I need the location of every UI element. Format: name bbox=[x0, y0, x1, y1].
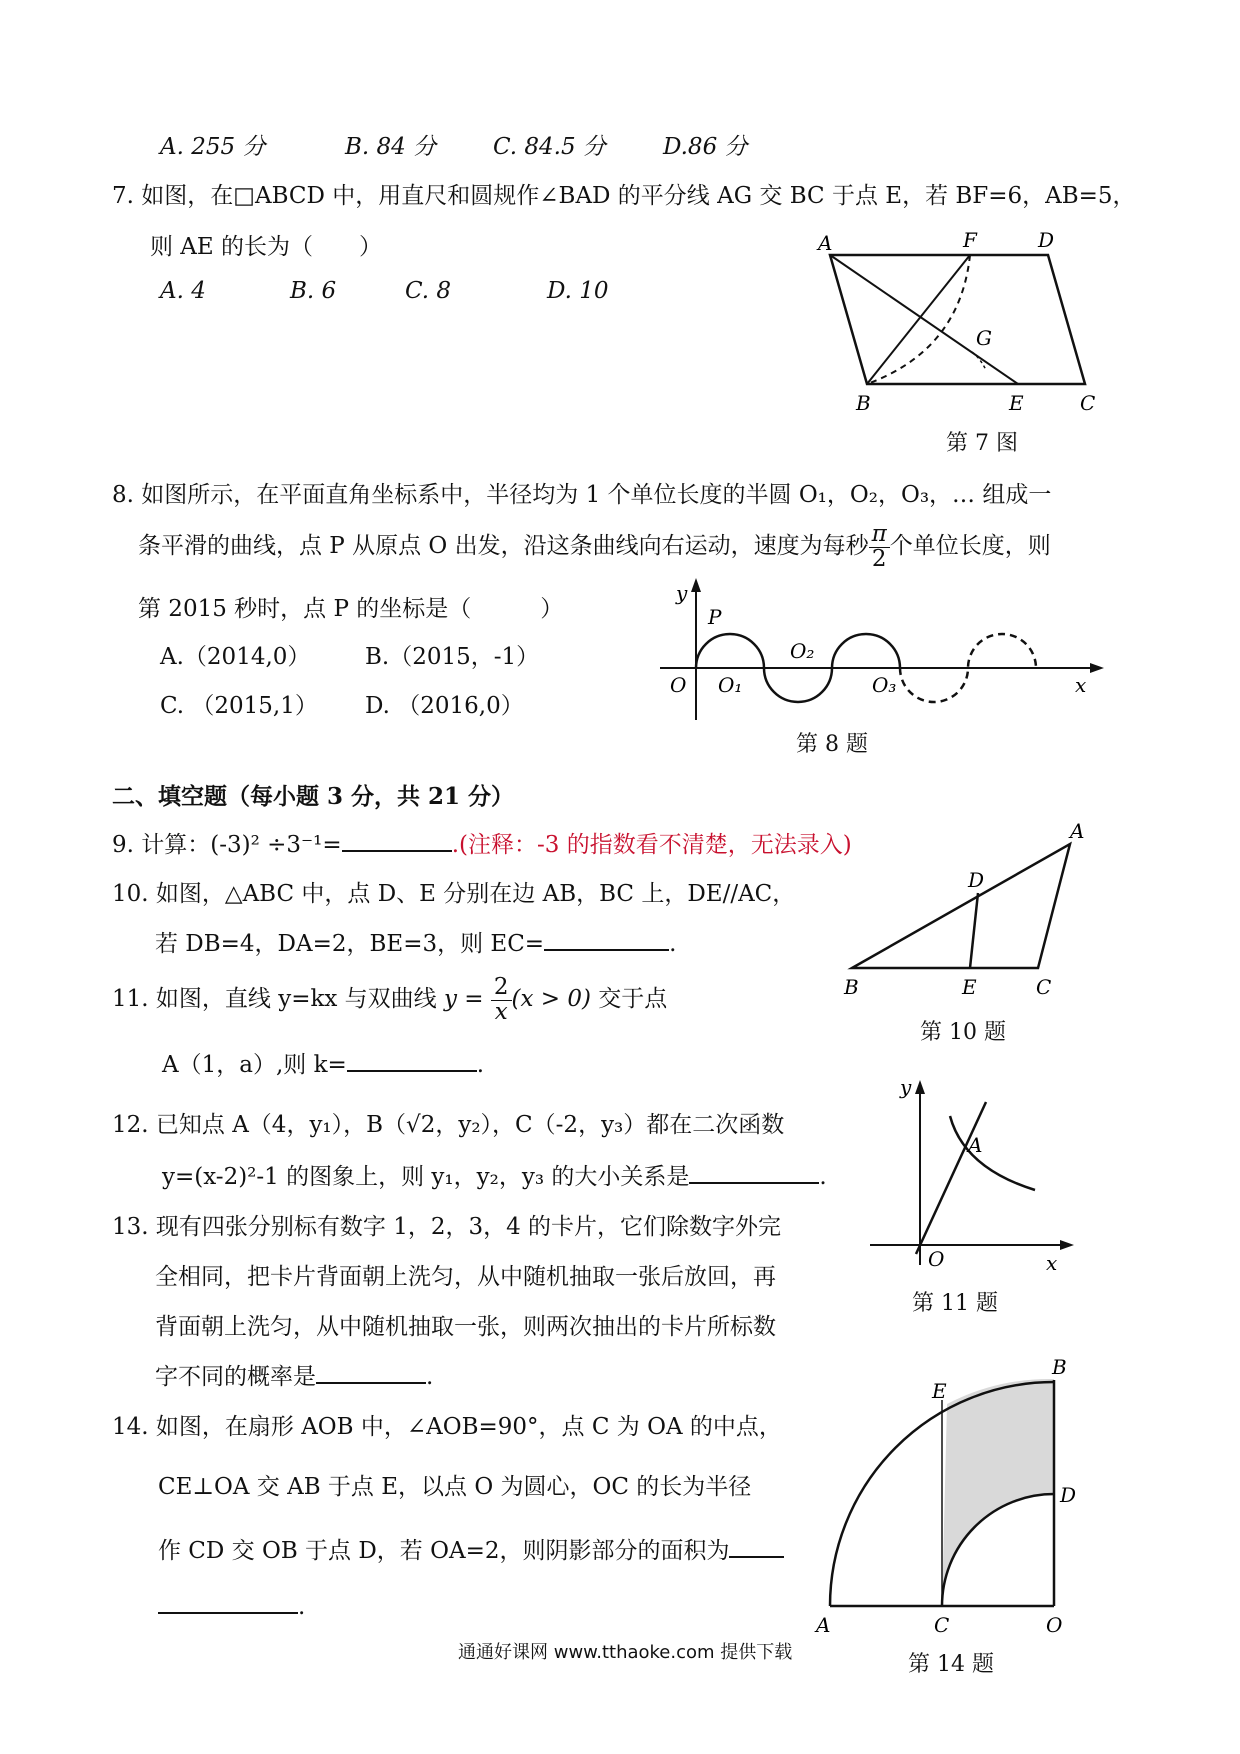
q14-text-line1: 14. 如图，在扇形 AOB 中，∠AOB=90°，点 C 为 OA 的中点， bbox=[112, 1414, 782, 1440]
q8-label-o3: O₃ bbox=[872, 673, 897, 697]
q11-fraction-denominator: x bbox=[494, 999, 508, 1025]
q8-label-o2: O₂ bbox=[790, 639, 815, 663]
q12-text-line1: 12. 已知点 A（4，y₁），B（√2，y₂），C（-2，y₃）都在二次函数 bbox=[112, 1112, 785, 1138]
q8-label-origin: O bbox=[670, 673, 687, 697]
q11-axis-y-label: y bbox=[900, 1075, 912, 1099]
q11-equation-lhs: y = bbox=[444, 986, 484, 1012]
q8-option-c: C. （2015,1） bbox=[160, 693, 318, 719]
q7-label-e: E bbox=[1009, 391, 1024, 415]
q11-text-line2-content: A（1，a）,则 k= bbox=[162, 1052, 347, 1078]
q14-text-line4: . bbox=[158, 1590, 305, 1620]
q13-text-line4-content: 字不同的概率是 bbox=[155, 1364, 316, 1390]
q8-option-b: B.（2015，-1） bbox=[365, 644, 540, 670]
q8-text-line2-start: 条平滑的曲线，点 P 从原点 O 出发，沿这条曲线向右运动，速度为每秒 bbox=[138, 533, 869, 559]
section-fill-in-title: 二、填空题（每小题 3 分，共 21 分） bbox=[112, 783, 515, 810]
q10-label-e: E bbox=[962, 975, 977, 999]
q14-text-line3 bbox=[158, 1532, 784, 1565]
q11-domain-condition: (x > 0) bbox=[511, 986, 591, 1012]
footer-source: 通通好课网 www.tthaoke.com 提供下载 bbox=[458, 1642, 793, 1663]
q14-label-a: A bbox=[816, 1613, 831, 1637]
q8-label-p: P bbox=[708, 605, 722, 629]
q11-text-line2: A（1，a）,则 k= . bbox=[162, 1046, 484, 1079]
q8-figure-caption: 第 8 题 bbox=[796, 732, 868, 757]
q7-label-c: C bbox=[1080, 391, 1096, 415]
q10-label-b: B bbox=[844, 975, 859, 999]
q8-option-a: A.（2014,0） bbox=[160, 644, 311, 670]
q7-label-a: A bbox=[818, 231, 833, 255]
q8-text-line2-end: 个单位长度，则 bbox=[889, 533, 1051, 559]
q7-option-c: C. 8 bbox=[405, 278, 452, 304]
q7-option-a: A. 4 bbox=[160, 278, 206, 304]
q9-expression: 9. 计算：(-3)² ÷3⁻¹= bbox=[112, 832, 342, 858]
q14-label-e: E bbox=[932, 1379, 947, 1403]
q10-label-c: C bbox=[1036, 975, 1052, 999]
q11-answer-blank[interactable] bbox=[347, 1048, 477, 1072]
q11-fraction-numerator: 2 bbox=[491, 976, 512, 1001]
q8-label-o1: O₁ bbox=[718, 673, 743, 697]
q13-text-line4: 字不同的概率是 . bbox=[155, 1358, 433, 1391]
q10-label-d: D bbox=[968, 868, 985, 892]
q9-answer-blank[interactable] bbox=[342, 828, 452, 852]
q10-text-line2: 若 DB=4，DA=2，BE=3，则 EC= . bbox=[155, 925, 676, 958]
q7-label-f: F bbox=[963, 228, 977, 252]
q11-text-line1-start: 11. 如图，直线 y=kx 与双曲线 bbox=[112, 986, 437, 1012]
q7-label-b: B bbox=[856, 391, 871, 415]
q8-text-line3: 第 2015 秒时，点 P 的坐标是（ ） bbox=[138, 596, 564, 622]
q14-figure-caption: 第 14 题 bbox=[908, 1652, 994, 1677]
q12-text-line2: y=(x-2)²-1 的图象上，则 y₁，y₂，y₃ 的大小关系是 . bbox=[162, 1158, 827, 1191]
q7-figure-caption: 第 7 图 bbox=[946, 431, 1018, 456]
q14-label-d: D bbox=[1060, 1483, 1077, 1507]
q14-answer-blank-part1[interactable] bbox=[729, 1534, 784, 1558]
q7-text-line2: 则 AE 的长为（ ） bbox=[150, 234, 383, 260]
q10-text-line2-content: 若 DB=4，DA=2，BE=3，则 EC= bbox=[155, 931, 545, 957]
q8-fraction-denominator: 2 bbox=[871, 546, 887, 572]
q7-text-line1: 7. 如图，在□ABCD 中，用直尺和圆规作∠BAD 的平分线 AG 交 BC 于点 E，若 BF=6，AB=5， bbox=[112, 183, 1136, 209]
q10-answer-blank[interactable] bbox=[544, 927, 669, 951]
q10-triangle-figure bbox=[830, 820, 1090, 1000]
q12-answer-blank[interactable] bbox=[689, 1160, 819, 1184]
q8-text-line1: 8. 如图所示，在平面直角坐标系中，半径均为 1 个单位长度的半圆 O₁，O₂，O₃，… 组成一 bbox=[112, 482, 1052, 508]
q11-figure-caption: 第 11 题 bbox=[912, 1291, 998, 1316]
q7-option-b: B. 6 bbox=[290, 278, 337, 304]
q10-label-a: A bbox=[1070, 819, 1085, 843]
q11-text-line1-end: 交于点 bbox=[598, 986, 668, 1012]
q7-label-d: D bbox=[1038, 228, 1055, 252]
q8-speed-fraction bbox=[869, 523, 890, 571]
q11-text-line1 bbox=[112, 976, 667, 1024]
q14-text-line3-content: 作 CD 交 OB 于点 D，若 OA=2，则阴影部分的面积为 bbox=[158, 1538, 730, 1564]
q14-label-b: B bbox=[1052, 1355, 1067, 1379]
q6-option-d: D.86 分 bbox=[663, 134, 748, 160]
q11-hyperbola-fraction bbox=[491, 976, 512, 1024]
q8-axis-x-label: x bbox=[1075, 673, 1087, 697]
q7-label-g: G bbox=[976, 326, 992, 350]
q14-label-c: C bbox=[934, 1613, 950, 1637]
q11-label-a: A bbox=[968, 1133, 983, 1157]
q9-note: .(注释：-3 的指数看不清楚，无法录入) bbox=[451, 832, 852, 858]
q13-text-line3: 背面朝上洗匀，从中随机抽取一张，则两次抽出的卡片所标数 bbox=[155, 1314, 776, 1340]
q7-option-d: D. 10 bbox=[547, 278, 609, 304]
q8-text-line2 bbox=[138, 523, 1051, 571]
q14-sector-figure bbox=[800, 1350, 1100, 1640]
q11-line-hyperbola-figure bbox=[860, 1075, 1080, 1275]
q12-text-line2-content: y=(x-2)²-1 的图象上，则 y₁，y₂，y₃ 的大小关系是 bbox=[162, 1164, 690, 1190]
q14-text-line2: CE⊥OA 交 AB 于点 E，以点 O 为圆心，OC 的长为半径 bbox=[158, 1474, 752, 1500]
q7-parallelogram-figure bbox=[800, 220, 1120, 430]
q13-text-line2: 全相同，把卡片背面朝上洗匀，从中随机抽取一张后放回，再 bbox=[155, 1264, 776, 1290]
q10-text-line1: 10. 如图，△ABC 中，点 D、E 分别在边 AB，BC 上，DE//AC， bbox=[112, 881, 796, 907]
q6-option-c: C. 84.5 分 bbox=[493, 134, 606, 160]
q13-answer-blank[interactable] bbox=[316, 1360, 426, 1384]
q6-option-a: A. 255 分 bbox=[160, 134, 266, 160]
q8-axis-y-label: y bbox=[676, 581, 688, 605]
q10-figure-caption: 第 10 题 bbox=[920, 1020, 1006, 1045]
q11-label-origin: O bbox=[928, 1247, 945, 1271]
q14-answer-blank-part2[interactable] bbox=[158, 1590, 298, 1614]
q13-text-line1: 13. 现有四张分别标有数字 1，2，3，4 的卡片，它们除数字外完 bbox=[112, 1214, 782, 1240]
q6-option-b: B. 84 分 bbox=[345, 134, 437, 160]
q8-semicircle-curve-figure bbox=[650, 580, 1110, 730]
q8-option-d: D. （2016,0） bbox=[365, 693, 524, 719]
q8-fraction-numerator: π bbox=[869, 523, 890, 548]
q9-text bbox=[112, 826, 852, 859]
q14-label-o: O bbox=[1046, 1613, 1063, 1637]
q11-axis-x-label: x bbox=[1046, 1251, 1058, 1275]
